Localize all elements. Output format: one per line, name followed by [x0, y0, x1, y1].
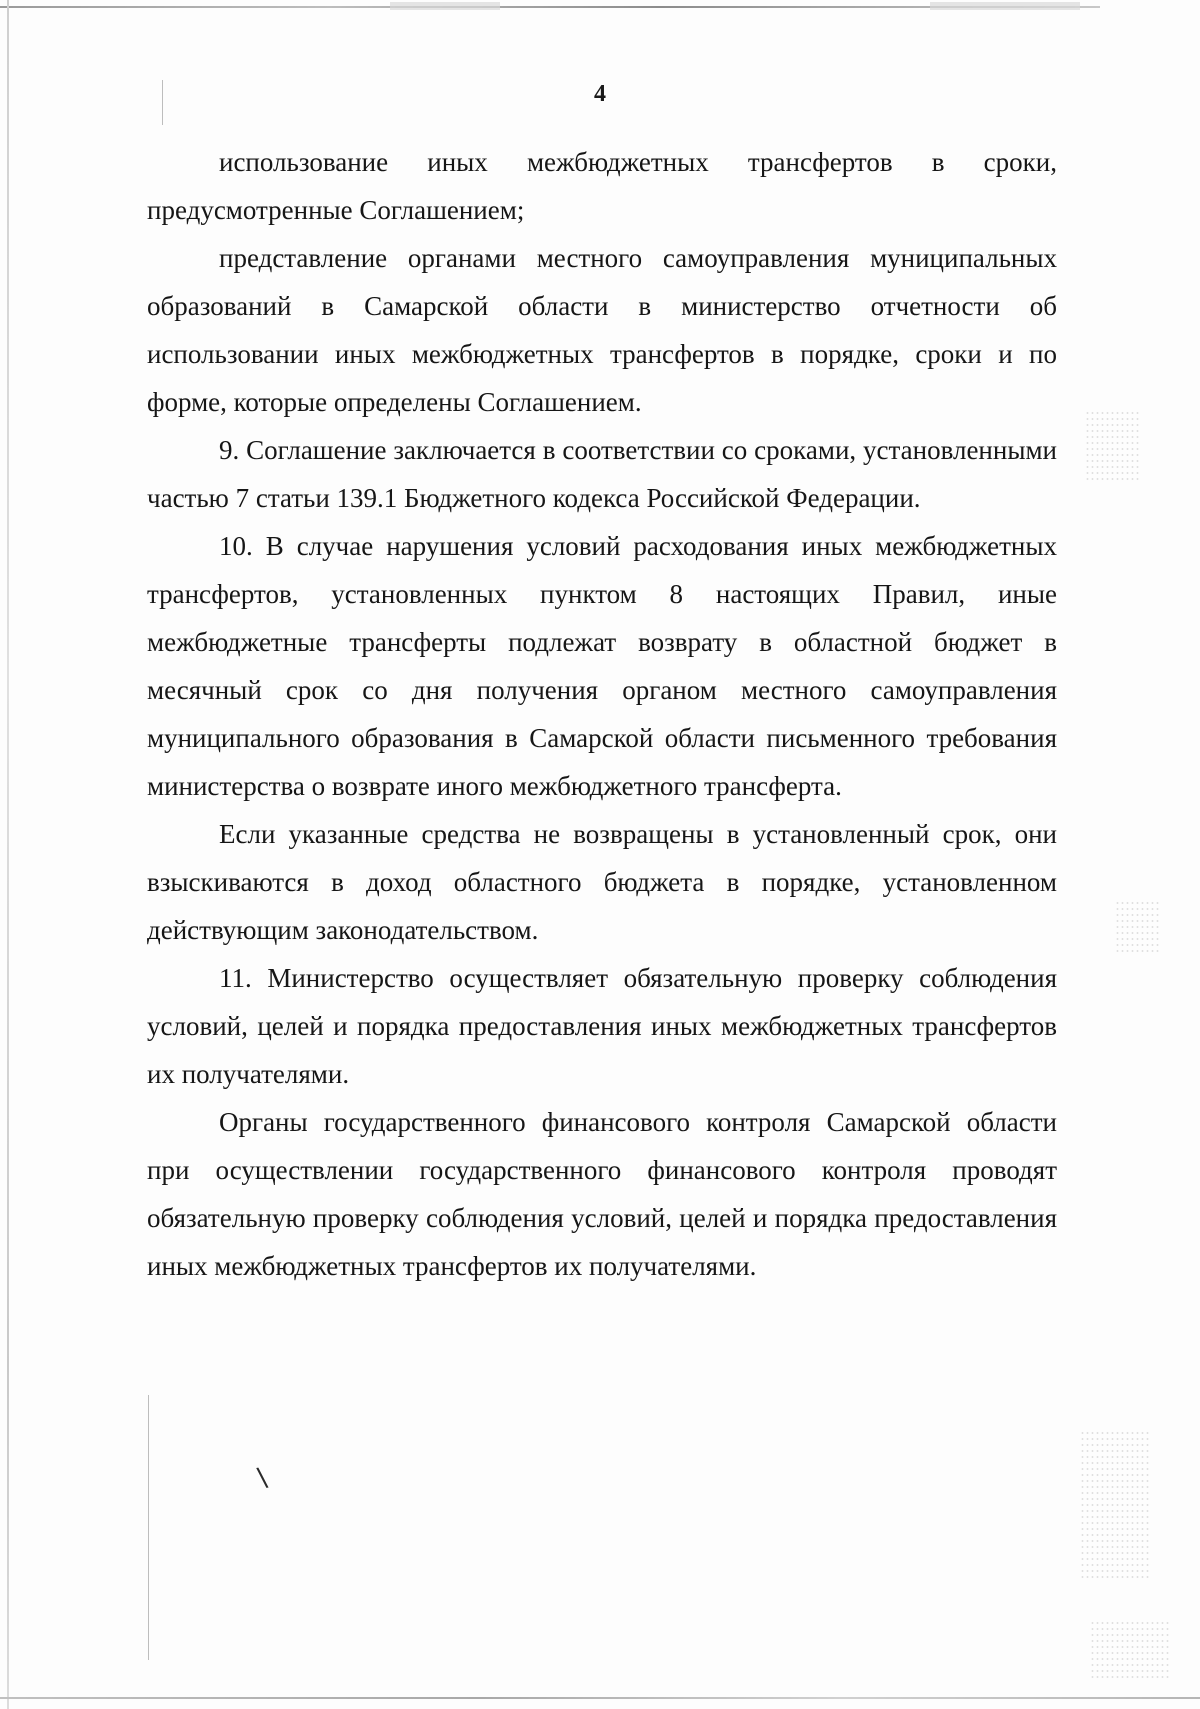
scan-margin-mark — [148, 1395, 149, 1660]
document-body — [147, 138, 1057, 1290]
paragraph: представление органами местного самоуправления муниципальных образований в Самарской области в министерство отчетности об использовании иных межбюджетных трансфертов в порядке, сроки и по форме, которые определены Соглашением. — [147, 243, 1057, 417]
paragraph: 11. Министерство осуществляет обязательную проверку соблюдения условий, целей и порядка предоставления иных межбюджетных трансфертов их получателями. — [147, 963, 1057, 1089]
scan-edge-left — [7, 0, 9, 1709]
scan-noise — [1080, 1430, 1150, 1580]
scan-edge-bottom — [0, 1697, 1200, 1699]
paragraph: Если указанные средства не возвращены в установленный срок, они взыскиваются в доход областного бюджета в порядке, установленном действующим законодательством. — [147, 819, 1057, 945]
paragraph: 10. В случае нарушения условий расходования иных межбюджетных трансфертов, установленных пунктом 8 настоящих Правил, иные межбюджетные трансферты подлежат возврату в областной бюджет в месячный срок со дня получения органом местного самоуправления муниципального образования в Самарской области письменного требования министерства о возврате иного межбюджетного трансферта. — [147, 531, 1057, 801]
paragraph: 9. Соглашение заключается в соответствии со сроками, установленными частью 7 статьи 139.1 Бюджетного кодекса Российской Федерации. — [147, 435, 1057, 513]
stray-pen-mark: \ — [255, 1462, 270, 1494]
paragraph: использование иных межбюджетных трансфертов в сроки, предусмотренные Соглашением; — [147, 147, 1057, 225]
scan-smudge — [930, 2, 1080, 10]
scan-noise — [1115, 900, 1160, 955]
scan-smudge — [390, 2, 500, 10]
scan-noise — [1085, 410, 1140, 480]
scan-noise — [1090, 1620, 1170, 1680]
page-number: 4 — [594, 81, 606, 107]
paragraph: Органы государственного финансового контроля Самарской области при осуществлении государственного финансового контроля проводят обязательную проверку соблюдения условий, целей и порядка предоставления иных межбюджетных трансфертов их получателями. — [147, 1107, 1057, 1281]
